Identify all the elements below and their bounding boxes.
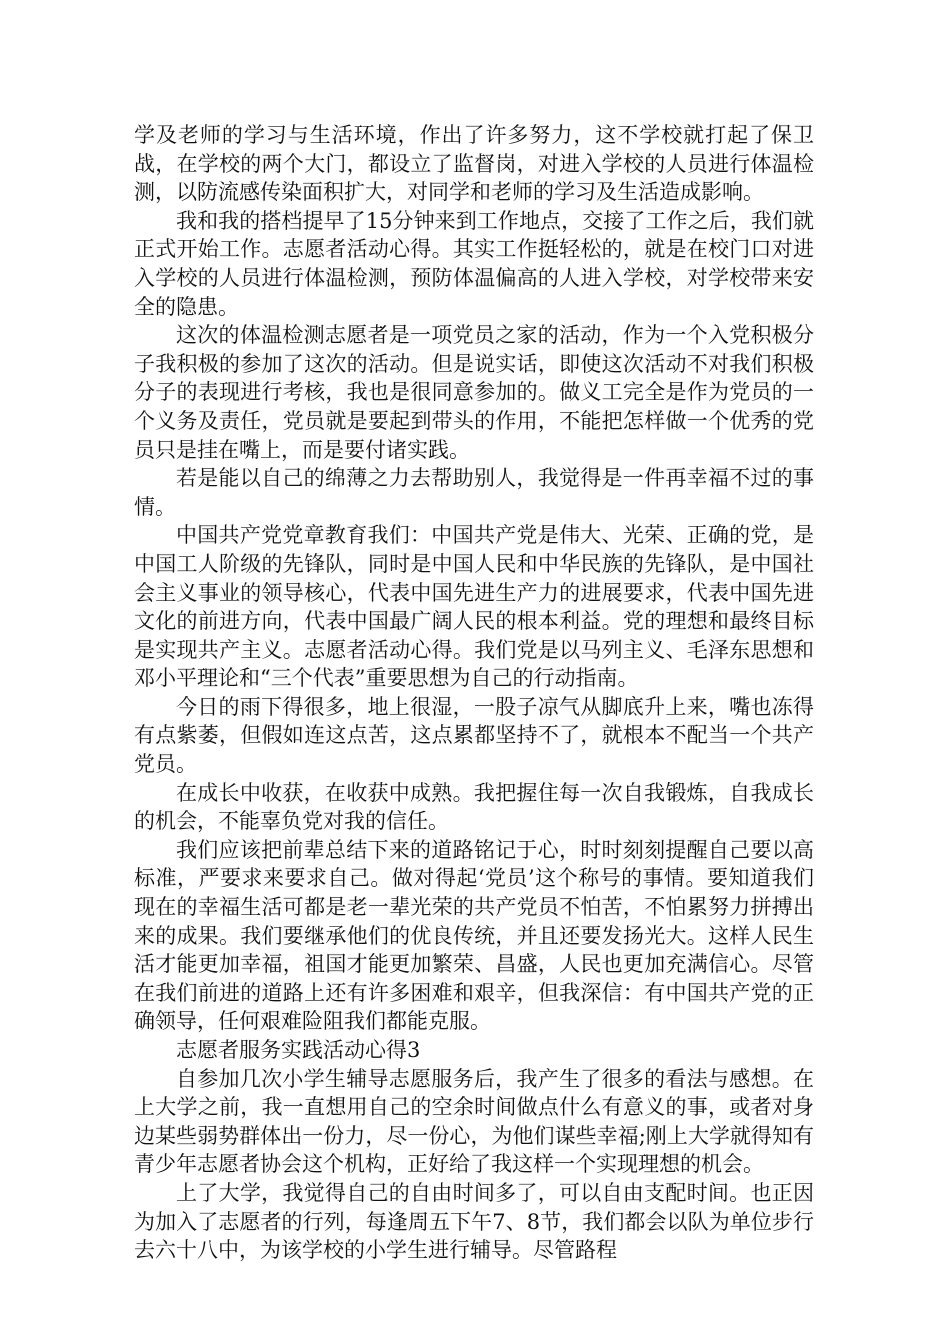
paragraph: 这次的体温检测志愿者是一项党员之家的活动，作为一个入党积极分子我积极的参加了这次的活动。但是说实话，即使这次活动不对我们积极分子的表现进行考核，我也是很同意参加的。做义工完全是作为党员的一个义务及责任，党员就是要起到带头的作用，不能把怎样做一个优秀的党员只是挂在嘴上，而是要付诸实践。 xyxy=(134,323,814,462)
paragraph: 在成长中收获，在收获中成熟。我把握住每一次自我锻炼，自我成长的机会，不能辜负党对我的信任。 xyxy=(134,780,814,834)
section-heading: 志愿者服务实践活动心得3 xyxy=(176,1038,421,1062)
paragraph: 若是能以自己的绵薄之力去帮助别人，我觉得是一件再幸福不过的事情。 xyxy=(134,466,814,519)
document-body xyxy=(134,121,814,1265)
paragraph: 我们应该把前辈总结下来的道路铭记于心，时时刻刻提醒自己要以高标准，严要求来要求自己。做对得起‘党员’这个称号的事情。要知道我们现在的幸福生活可都是老一辈光荣的共产党员不怕苦，不怕累努力拼搏出来的成果。我们要继承他们的优良传统，并且还要发扬光大。这样人民生活才能更加幸福，祖国才能更加繁荣、昌盛，人民也更加充满信心。尽管在我们前进的道路上还有许多困难和艰辛，但我深信：有中国共产党的正确领导，任何艰难险阻我们都能克服。 xyxy=(134,837,814,1034)
paragraph: 我和我的搭档提早了15分钟来到工作地点，交接了工作之后，我们就正式开始工作。志愿者活动心得。其实工作挺轻松的，就是在校门口对进入学校的人员进行体温检测，预防体温偏高的人进入学校，对学校带来安全的隐患。 xyxy=(134,208,814,319)
paragraph-continued: 学及老师的学习与生活环境，作出了许多努力，这不学校就打起了保卫战，在学校的两个大门，都设立了监督岗，对进入学校的人员进行体温检测，以防流感传染面积扩大，对同学和老师的学习及生活造成影响。 xyxy=(134,123,814,205)
paragraph: 上了大学，我觉得自己的自由时间多了，可以自由支配时间。也正因为加入了志愿者的行列，每逢周五下午7、8节，我们都会以队为单位步行去六十八中，为该学校的小学生进行辅导。尽管路程 xyxy=(134,1180,814,1263)
paragraph: 今日的雨下得很多，地上很湿，一股子凉气从脚底升上来，嘴也冻得有点紫萎，但假如连这点苦，这点累都坚持不了，就根本不配当一个共产党员。 xyxy=(134,694,814,777)
paragraph: 中国共产党党章教育我们：中国共产党是伟大、光荣、正确的党，是中国工人阶级的先锋队，同时是中国人民和中华民族的先锋队，是中国社会主义事业的领导核心，代表中国先进生产力的进展要求，代表中国先进文化的前进方向，代表中国最广阔人民的根本利益。党的理想和最终目标是实现共产主义。志愿者活动心得。我们党是以马列主义、毛泽东思想和邓小平理论和“三个代表”重要思想为自己的行动指南。 xyxy=(134,523,814,691)
paragraph: 自参加几次小学生辅导志愿服务后，我产生了很多的看法与感想。在上大学之前，我一直想用自己的空余时间做点什么有意义的事，或者对身边某些弱势群体出一份力，尽一份心，为他们谋些幸福;刚上大学就得知有青少年志愿者协会这个机构，正好给了我这样一个实现理想的机会。 xyxy=(134,1066,814,1177)
